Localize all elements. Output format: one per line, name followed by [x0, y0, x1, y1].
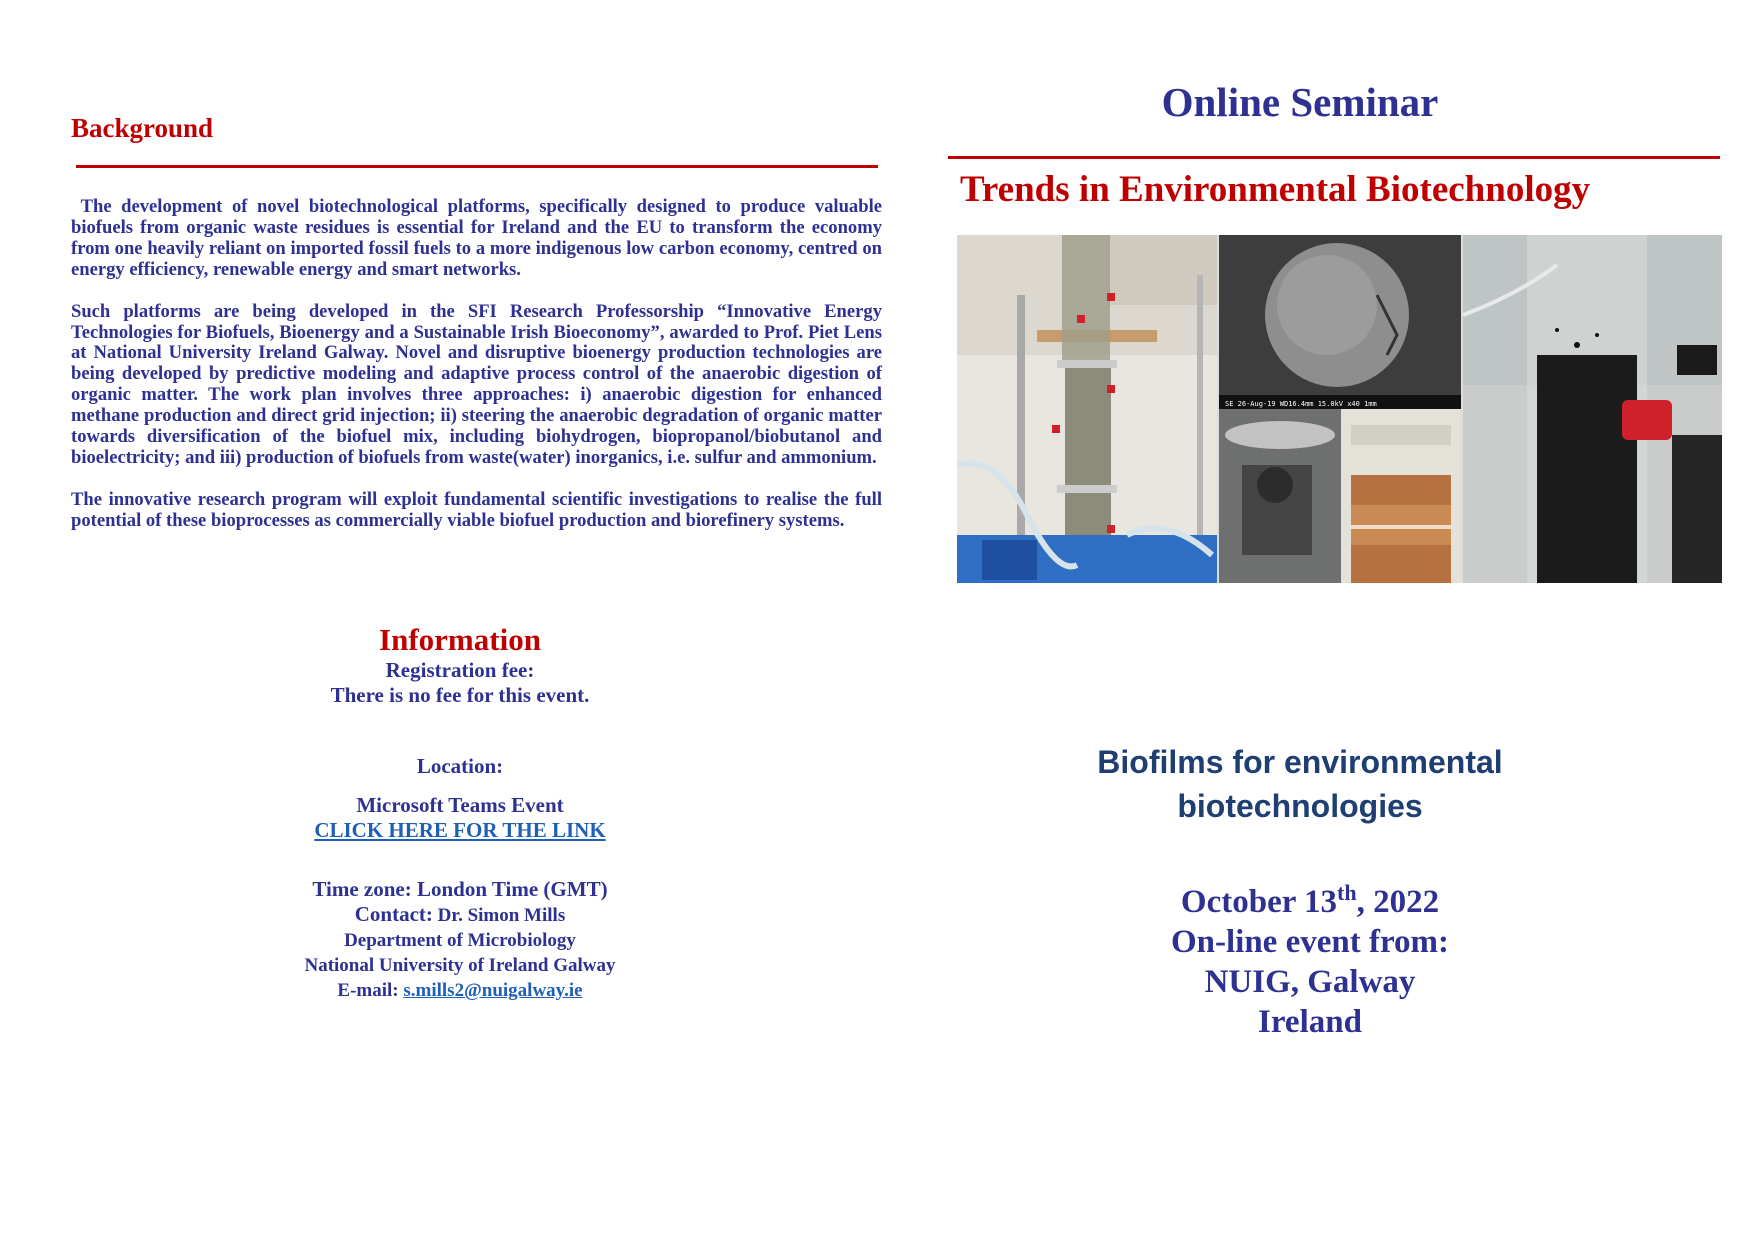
background-heading: Background — [71, 113, 214, 143]
photo-collage-svg — [957, 235, 1722, 583]
contact-label: Contact: — [354, 902, 433, 926]
email-line — [190, 978, 730, 1003]
location-label: Location: — [416, 754, 504, 778]
background-body — [71, 196, 887, 553]
granule-jar-photo — [1341, 409, 1461, 583]
date-year: , 2022 — [1356, 884, 1440, 920]
email-label: E-mail: — [337, 980, 399, 1001]
talk-title-line-1: Biofilms for environmental — [1097, 744, 1503, 780]
date-day: October 13 — [1180, 884, 1338, 920]
email-link[interactable]: s.mills2@nuigalway.ie — [403, 980, 583, 1001]
information-section — [190, 622, 730, 1003]
contact-line — [190, 902, 730, 928]
talk-title — [1000, 740, 1600, 828]
information-heading: Information — [379, 622, 541, 657]
event-country: Ireland — [1258, 1004, 1362, 1040]
background-paragraph-1: The development of novel biotechnological platforms, specifically designed to produce valuable biofuels from organic waste residues is essential for Ireland and the EU to transform the economy from one heavily reliant on imported fossil fuels to a more indigenous low carbon economy, centred on energy efficiency, renewable energy and smart networks. — [71, 196, 887, 280]
tube-photo — [1463, 235, 1722, 583]
bioreactor-photo-collage — [957, 235, 1722, 583]
seminar-title: Online Seminar — [1161, 79, 1439, 125]
background-paragraph-2: Such platforms are being developed in the SFI Research Professorship “Innovative Energy Technologies for Biofuels, Bioenergy and a Sustainable Irish Bioeconomy”, awarded to Prof. Piet Lens at National University Ireland Galway. Novel and disruptive bioenergy production technologies are being developed by predictive modeling and adaptive process control of the anaerobic digestion of organic matter. The work plan involves three approaches: i) anaerobic digestion for enhanced methane production and direct grid injection; ii) steering the anaerobic degradation of organic matter towards diversification of the biofuel mix, including biohydrogen, biopropanol/biobutanol and bioelectricity; and iii) production of biofuels from waste(water) inorganics, i.e. sulfur and ammonium. — [71, 300, 882, 468]
sem-image — [1219, 235, 1461, 409]
talk-title-line-2: biotechnologies — [1177, 788, 1423, 824]
timezone-text: Time zone: London Time (GMT) — [312, 877, 608, 901]
event-date — [1060, 882, 1560, 922]
reactor-column-photo — [957, 235, 1217, 583]
department-text: Department of Microbiology — [344, 930, 576, 951]
title-divider — [948, 156, 1720, 159]
background-paragraph-3: The innovative research program will exploit fundamental scientific investigations to realise the full potential of these bioprocesses as commercially viable biofuel production and biorefinery systems. — [71, 488, 882, 531]
university-text: National University of Ireland Galway — [304, 955, 616, 976]
sem-caption: SE 26-Aug-19 WD16.4mm 15.0kV x40 1mm — [1225, 400, 1377, 408]
contact-name: Dr. Simon Mills — [437, 905, 566, 926]
registration-fee-label: Registration fee: — [385, 658, 535, 682]
event-venue: NUIG, Galway — [1204, 964, 1416, 1000]
teams-link[interactable]: CLICK HERE FOR THE LINK — [314, 818, 606, 842]
event-online-line: On-line event from: — [1170, 924, 1449, 960]
date-ordinal: th — [1337, 880, 1357, 905]
registration-fee-value: There is no fee for this event. — [330, 683, 590, 707]
location-value: Microsoft Teams Event — [356, 793, 564, 817]
background-divider — [76, 165, 878, 168]
event-details — [1060, 882, 1560, 1042]
seminar-subtitle: Trends in Environmental Biotechnology — [960, 169, 1591, 210]
vessel-photo — [1219, 409, 1341, 583]
